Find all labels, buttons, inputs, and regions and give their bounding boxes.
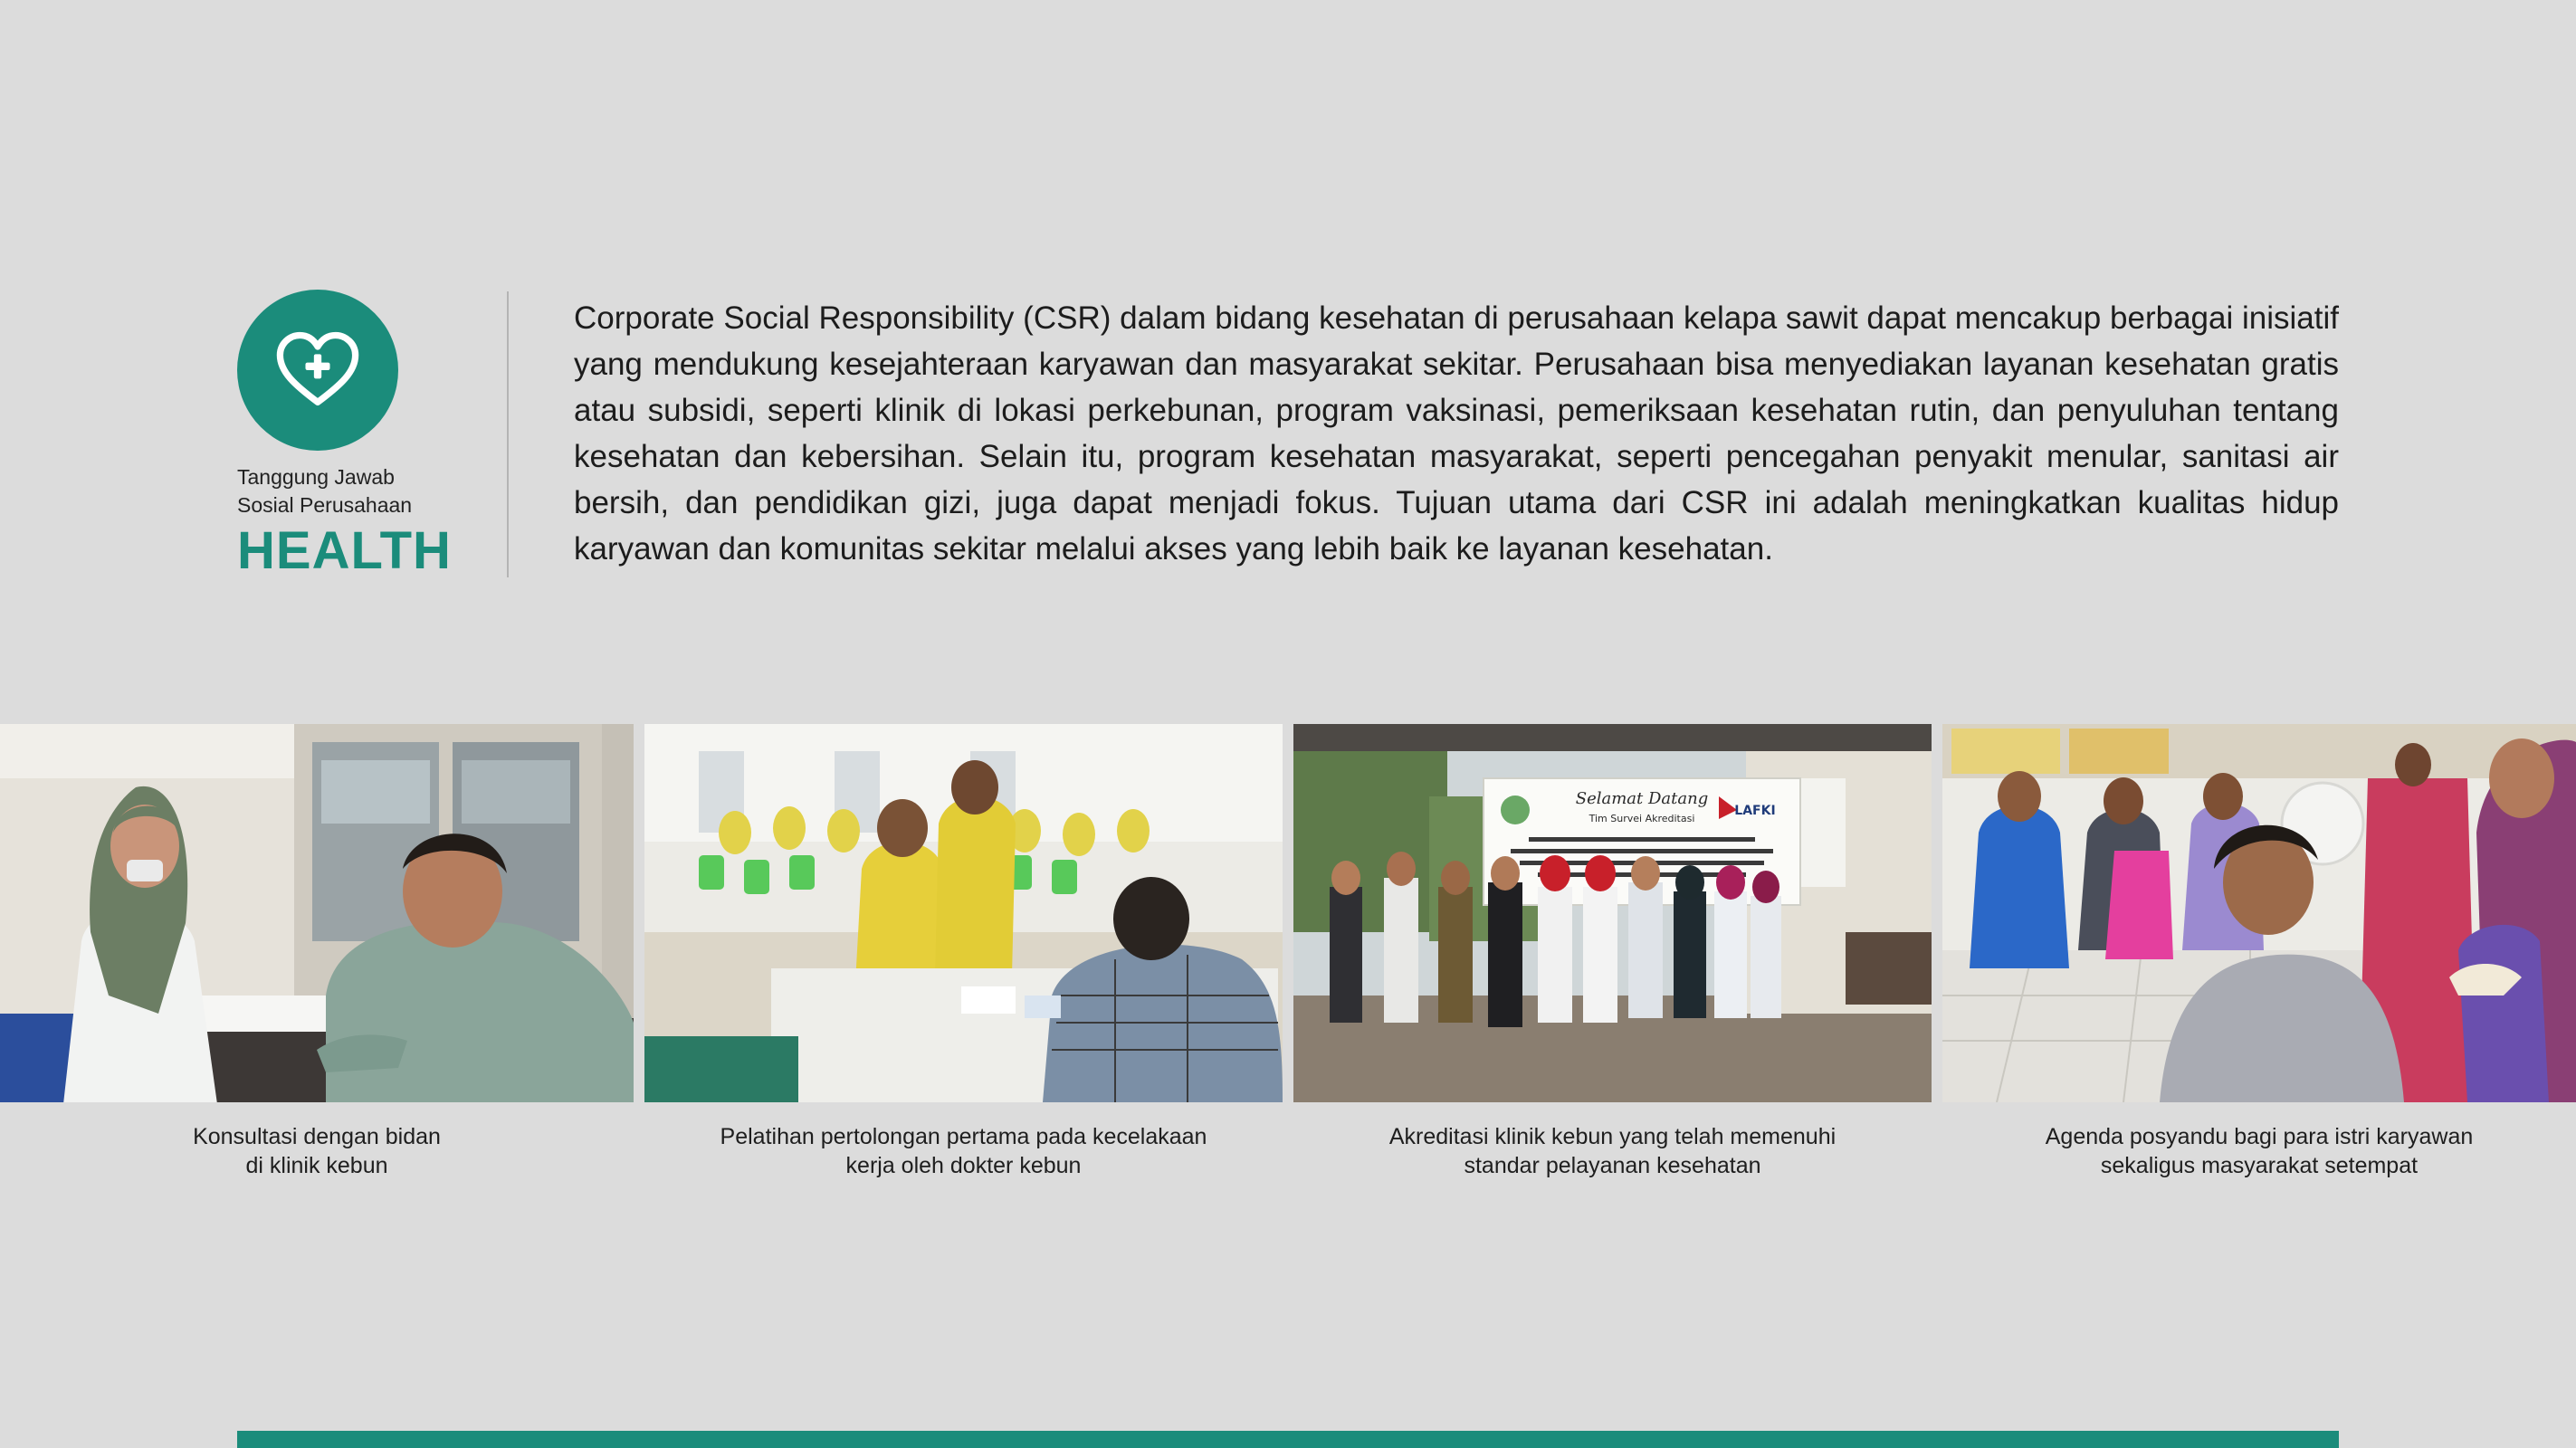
subtitle-line-1: Tanggung Jawab: [237, 465, 395, 489]
caption-line-1: Konsultasi dengan bidan: [193, 1124, 441, 1149]
caption-line-2: sekaligus masyarakat setempat: [2100, 1153, 2419, 1178]
caption-line-2: di klinik kebun: [245, 1153, 388, 1178]
caption-first-aid: [644, 1122, 1283, 1186]
caption-line-2: standar pelayanan kesehatan: [1464, 1153, 1761, 1178]
banner-survey-text: Tim Survei Akreditasi: [1589, 813, 1695, 824]
health-icon-badge: [237, 290, 398, 451]
caption-line-2: kerja oleh dokter kebun: [845, 1153, 1082, 1178]
section-subtitle: [237, 463, 412, 519]
banner-brand-text: LAFKI: [1734, 804, 1776, 818]
header-divider: [507, 291, 509, 577]
caption-consultation: [0, 1122, 634, 1186]
photo-first-aid-training: [644, 724, 1283, 1102]
section-title: HEALTH: [237, 521, 452, 580]
caption-line-1: Agenda posyandu bagi para istri karyawan: [2045, 1124, 2474, 1149]
caption-posyandu: [1942, 1122, 2576, 1186]
caption-accreditation: [1293, 1122, 1932, 1186]
intro-paragraph: Corporate Social Responsibility (CSR) dalam bidang kesehatan di perusahaan kelapa sawit dapat mencakup berbagai inisiatif yang mendukung kesejahteraan karyawan dan masyarakat sekitar. Perusahaan bisa menyediakan layanan kesehatan gratis atau subsidi, seperti klinik di lokasi perkebunan, program vaksinasi, pemeriksaan kesehatan rutin, dan penyuluhan tentang kesehatan dan kebersihan. Selain itu, program kesehatan masyarakat, seperti pencegahan penyakit menular, sanitasi air bersih, dan pendidikan gizi, juga dapat menjadi fokus. Tujuan utama dari CSR ini adalah meningkatkan kualitas hidup karyawan dan komunitas sekitar melalui akses yang lebih baik ke layanan kesehatan.: [574, 300, 2339, 567]
banner-welcome-text: Selamat Datang: [1575, 789, 1709, 808]
photo-clinic-accreditation: [1293, 724, 1932, 1102]
subtitle-line-2: Sosial Perusahaan: [237, 493, 413, 517]
caption-line-1: Pelatihan pertolongan pertama pada kecelakaan: [720, 1124, 1207, 1149]
photo-consultation: [0, 724, 634, 1102]
bottom-accent-bar: [237, 1431, 2339, 1448]
photo-posyandu: [1942, 724, 2576, 1102]
heart-plus-icon: [271, 323, 365, 417]
caption-line-1: Akreditasi klinik kebun yang telah memenuhi: [1388, 1124, 1837, 1149]
